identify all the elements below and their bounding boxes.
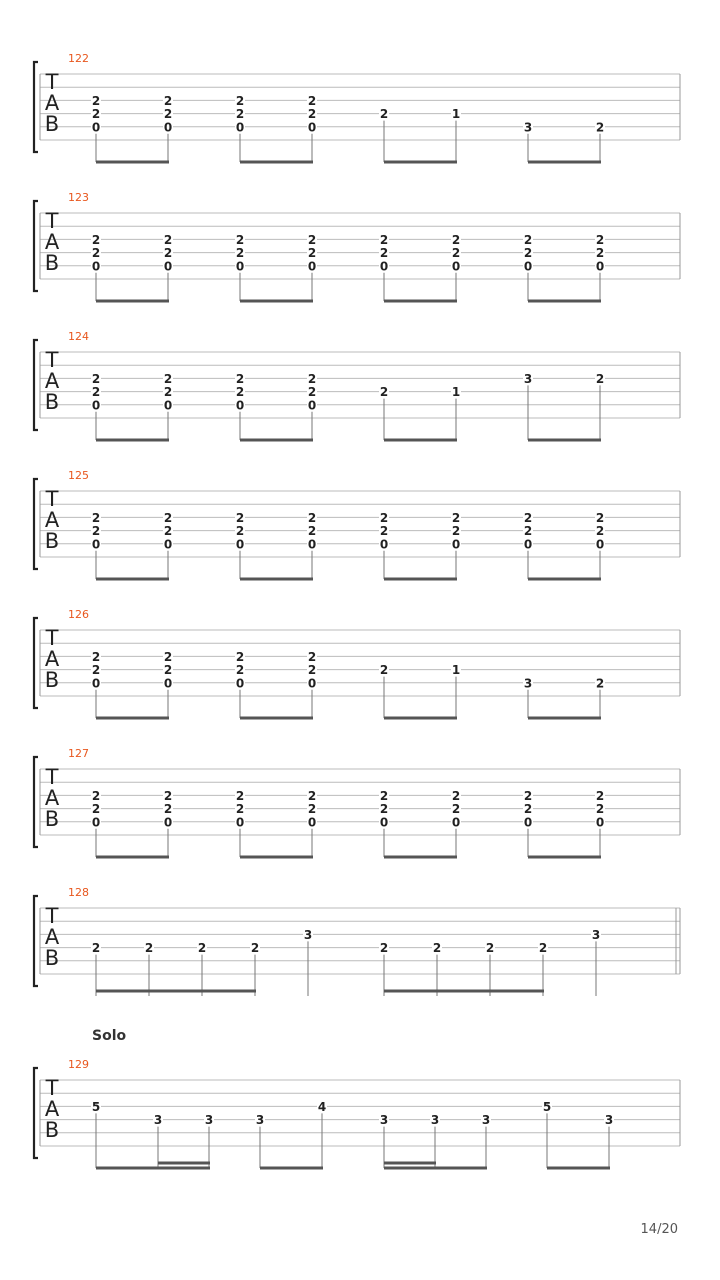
fret-number: 0 bbox=[91, 120, 101, 135]
fret-number: 0 bbox=[451, 537, 461, 552]
beam bbox=[96, 717, 169, 720]
fret-number: 2 bbox=[163, 371, 173, 386]
fret-number: 3 bbox=[303, 927, 313, 942]
beam bbox=[528, 856, 601, 859]
fret-number: 2 bbox=[307, 107, 317, 122]
fret-number: 2 bbox=[523, 524, 533, 539]
fret-number: 2 bbox=[91, 649, 101, 664]
fret-number: 2 bbox=[144, 941, 154, 956]
tab-clef-letter: B bbox=[44, 112, 60, 136]
beam bbox=[528, 578, 601, 581]
fret-number: 2 bbox=[451, 246, 461, 261]
fret-number: 2 bbox=[91, 524, 101, 539]
fret-number: 2 bbox=[307, 802, 317, 817]
fret-number: 2 bbox=[523, 788, 533, 803]
tab-clef-letter: T bbox=[45, 626, 59, 650]
fret-number: 0 bbox=[91, 537, 101, 552]
system-bracket bbox=[34, 201, 38, 291]
beam bbox=[384, 439, 457, 442]
fret-number: 0 bbox=[163, 676, 173, 691]
system-bracket bbox=[34, 1068, 38, 1158]
beam bbox=[528, 439, 601, 442]
tab-clef-letter: T bbox=[45, 487, 59, 511]
fret-number: 2 bbox=[595, 802, 605, 817]
beam bbox=[96, 161, 169, 164]
fret-number: 0 bbox=[451, 259, 461, 274]
system-bracket bbox=[34, 618, 38, 708]
fret-number: 2 bbox=[91, 232, 101, 247]
fret-number: 4 bbox=[317, 1099, 327, 1114]
fret-number: 2 bbox=[163, 107, 173, 122]
system-bracket bbox=[34, 757, 38, 847]
fret-number: 2 bbox=[163, 385, 173, 400]
fret-number: 2 bbox=[307, 649, 317, 664]
fret-number: 0 bbox=[379, 537, 389, 552]
fret-number: 2 bbox=[307, 524, 317, 539]
tab-system bbox=[34, 469, 680, 581]
tab-clef-letter: A bbox=[44, 1097, 60, 1121]
fret-number: 0 bbox=[307, 537, 317, 552]
fret-number: 2 bbox=[163, 232, 173, 247]
fret-number: 2 bbox=[379, 510, 389, 525]
fret-number: 0 bbox=[163, 398, 173, 413]
tab-clef-letter: B bbox=[44, 807, 60, 831]
fret-number: 2 bbox=[163, 524, 173, 539]
fret-number: 0 bbox=[91, 398, 101, 413]
system-bracket bbox=[34, 340, 38, 430]
fret-number: 0 bbox=[307, 398, 317, 413]
fret-number: 0 bbox=[523, 259, 533, 274]
fret-number: 2 bbox=[235, 107, 245, 122]
fret-number: 2 bbox=[163, 788, 173, 803]
fret-number: 2 bbox=[307, 663, 317, 678]
measure-number: 128 bbox=[68, 886, 89, 899]
fret-number: 2 bbox=[163, 510, 173, 525]
fret-number: 2 bbox=[595, 232, 605, 247]
tab-system bbox=[34, 330, 680, 442]
fret-number: 0 bbox=[235, 120, 245, 135]
beam bbox=[384, 161, 457, 164]
tab-clef-letter: T bbox=[45, 904, 59, 928]
measure-number: 127 bbox=[68, 747, 89, 760]
fret-number: 2 bbox=[163, 246, 173, 261]
tab-system bbox=[34, 886, 680, 996]
fret-number: 0 bbox=[163, 120, 173, 135]
fret-number: 0 bbox=[595, 259, 605, 274]
fret-number: 2 bbox=[451, 232, 461, 247]
beam bbox=[96, 990, 256, 993]
fret-number: 1 bbox=[451, 107, 461, 122]
beam bbox=[384, 1162, 436, 1165]
tab-clef-letter: B bbox=[44, 529, 60, 553]
measure-number: 126 bbox=[68, 608, 89, 621]
fret-number: 2 bbox=[235, 788, 245, 803]
fret-number: 2 bbox=[91, 510, 101, 525]
beam bbox=[96, 300, 169, 303]
fret-number: 2 bbox=[197, 941, 207, 956]
fret-number: 2 bbox=[235, 93, 245, 108]
fret-number: 0 bbox=[235, 398, 245, 413]
beam bbox=[96, 856, 169, 859]
fret-number: 0 bbox=[595, 815, 605, 830]
fret-number: 2 bbox=[595, 788, 605, 803]
fret-number: 0 bbox=[379, 259, 389, 274]
fret-number: 3 bbox=[255, 1113, 265, 1128]
beam bbox=[528, 161, 601, 164]
fret-number: 2 bbox=[379, 385, 389, 400]
fret-number: 2 bbox=[163, 802, 173, 817]
beam bbox=[96, 578, 169, 581]
beam bbox=[384, 1167, 487, 1170]
fret-number: 2 bbox=[379, 941, 389, 956]
beam bbox=[528, 300, 601, 303]
tab-system bbox=[34, 52, 680, 164]
tab-clef-letter: B bbox=[44, 1118, 60, 1142]
fret-number: 2 bbox=[485, 941, 495, 956]
system-bracket bbox=[34, 479, 38, 569]
fret-number: 3 bbox=[379, 1113, 389, 1128]
tab-clef-letter: T bbox=[45, 348, 59, 372]
fret-number: 2 bbox=[91, 802, 101, 817]
fret-number: 2 bbox=[307, 788, 317, 803]
fret-number: 2 bbox=[235, 246, 245, 261]
fret-number: 0 bbox=[307, 259, 317, 274]
fret-number: 0 bbox=[379, 815, 389, 830]
tab-system bbox=[34, 608, 680, 720]
fret-number: 0 bbox=[307, 815, 317, 830]
tab-clef-letter: B bbox=[44, 251, 60, 275]
fret-number: 5 bbox=[91, 1099, 101, 1114]
fret-number: 2 bbox=[163, 663, 173, 678]
fret-number: 0 bbox=[235, 537, 245, 552]
fret-number: 2 bbox=[235, 663, 245, 678]
tab-clef-letter: B bbox=[44, 668, 60, 692]
fret-number: 2 bbox=[91, 663, 101, 678]
fret-number: 3 bbox=[523, 120, 533, 135]
fret-number: 2 bbox=[235, 232, 245, 247]
beam bbox=[240, 161, 313, 164]
beam bbox=[240, 300, 313, 303]
tab-clef-letter: A bbox=[44, 647, 60, 671]
fret-number: 2 bbox=[91, 941, 101, 956]
fret-number: 0 bbox=[235, 676, 245, 691]
tab-clef-letter: B bbox=[44, 946, 60, 970]
beam bbox=[158, 1162, 210, 1165]
beam bbox=[528, 717, 601, 720]
fret-number: 3 bbox=[523, 371, 533, 386]
fret-number: 5 bbox=[542, 1099, 552, 1114]
fret-number: 2 bbox=[523, 232, 533, 247]
beam bbox=[240, 439, 313, 442]
fret-number: 0 bbox=[235, 259, 245, 274]
measure-number: 122 bbox=[68, 52, 89, 65]
fret-number: 2 bbox=[451, 802, 461, 817]
fret-number: 2 bbox=[91, 246, 101, 261]
fret-number: 2 bbox=[523, 246, 533, 261]
fret-number: 0 bbox=[307, 120, 317, 135]
fret-number: 0 bbox=[91, 815, 101, 830]
fret-number: 3 bbox=[153, 1113, 163, 1128]
tab-clef-letter: A bbox=[44, 508, 60, 532]
beam bbox=[240, 856, 313, 859]
fret-number: 2 bbox=[235, 371, 245, 386]
fret-number: 3 bbox=[481, 1113, 491, 1128]
measure-number: 129 bbox=[68, 1058, 89, 1071]
fret-number: 2 bbox=[523, 510, 533, 525]
fret-number: 2 bbox=[379, 107, 389, 122]
fret-number: 0 bbox=[235, 815, 245, 830]
fret-number: 2 bbox=[379, 232, 389, 247]
fret-number: 2 bbox=[235, 510, 245, 525]
fret-number: 2 bbox=[163, 649, 173, 664]
fret-number: 0 bbox=[91, 259, 101, 274]
section-label: Solo bbox=[92, 1028, 127, 1044]
fret-number: 2 bbox=[379, 788, 389, 803]
fret-number: 2 bbox=[595, 524, 605, 539]
fret-number: 2 bbox=[432, 941, 442, 956]
fret-number: 2 bbox=[163, 93, 173, 108]
fret-number: 0 bbox=[163, 815, 173, 830]
fret-number: 0 bbox=[163, 537, 173, 552]
fret-number: 2 bbox=[595, 371, 605, 386]
fret-number: 2 bbox=[307, 385, 317, 400]
tab-clef-letter: A bbox=[44, 369, 60, 393]
fret-number: 0 bbox=[523, 537, 533, 552]
tab-clef-letter: A bbox=[44, 925, 60, 949]
beam bbox=[384, 856, 457, 859]
fret-number: 3 bbox=[523, 676, 533, 691]
tab-clef-letter: A bbox=[44, 91, 60, 115]
tab-system bbox=[34, 191, 680, 303]
fret-number: 2 bbox=[451, 524, 461, 539]
tab-clef-letter: A bbox=[44, 786, 60, 810]
fret-number: 2 bbox=[307, 93, 317, 108]
fret-number: 2 bbox=[379, 802, 389, 817]
fret-number: 2 bbox=[523, 802, 533, 817]
fret-number: 2 bbox=[538, 941, 548, 956]
fret-number: 2 bbox=[595, 676, 605, 691]
fret-number: 2 bbox=[91, 385, 101, 400]
beam bbox=[96, 439, 169, 442]
tab-clef-letter: A bbox=[44, 230, 60, 254]
page-number: 14/20 bbox=[640, 1222, 678, 1237]
tab-clef-letter: T bbox=[45, 209, 59, 233]
fret-number: 3 bbox=[591, 927, 601, 942]
fret-number: 2 bbox=[91, 788, 101, 803]
fret-number: 3 bbox=[204, 1113, 214, 1128]
tab-system bbox=[34, 747, 680, 859]
fret-number: 0 bbox=[451, 815, 461, 830]
fret-number: 2 bbox=[307, 246, 317, 261]
fret-number: 2 bbox=[307, 232, 317, 247]
beam bbox=[547, 1167, 610, 1170]
fret-number: 2 bbox=[451, 788, 461, 803]
fret-number: 2 bbox=[235, 524, 245, 539]
fret-number: 2 bbox=[451, 510, 461, 525]
system-bracket bbox=[34, 896, 38, 986]
tab-clef-letter: B bbox=[44, 390, 60, 414]
fret-number: 2 bbox=[307, 371, 317, 386]
fret-number: 3 bbox=[430, 1113, 440, 1128]
fret-number: 2 bbox=[595, 246, 605, 261]
fret-number: 1 bbox=[451, 385, 461, 400]
beam bbox=[260, 1167, 323, 1170]
fret-number: 2 bbox=[91, 371, 101, 386]
beam bbox=[240, 578, 313, 581]
fret-number: 0 bbox=[307, 676, 317, 691]
beam bbox=[384, 578, 457, 581]
fret-number: 2 bbox=[91, 107, 101, 122]
beam bbox=[384, 990, 544, 993]
measure-number: 124 bbox=[68, 330, 89, 343]
fret-number: 1 bbox=[451, 663, 461, 678]
tab-clef-letter: T bbox=[45, 1076, 59, 1100]
fret-number: 2 bbox=[379, 524, 389, 539]
tab-clef-letter: T bbox=[45, 70, 59, 94]
tab-system bbox=[34, 1028, 680, 1170]
measure-number: 125 bbox=[68, 469, 89, 482]
fret-number: 2 bbox=[595, 120, 605, 135]
fret-number: 0 bbox=[163, 259, 173, 274]
fret-number: 2 bbox=[250, 941, 260, 956]
fret-number: 2 bbox=[307, 510, 317, 525]
fret-number: 2 bbox=[379, 663, 389, 678]
beam bbox=[384, 717, 457, 720]
measure-number: 123 bbox=[68, 191, 89, 204]
beam bbox=[96, 1167, 210, 1170]
fret-number: 2 bbox=[379, 246, 389, 261]
fret-number: 2 bbox=[595, 510, 605, 525]
fret-number: 0 bbox=[91, 676, 101, 691]
tab-clef-letter: T bbox=[45, 765, 59, 789]
beam bbox=[240, 717, 313, 720]
fret-number: 2 bbox=[91, 93, 101, 108]
fret-number: 0 bbox=[595, 537, 605, 552]
fret-number: 0 bbox=[523, 815, 533, 830]
fret-number: 2 bbox=[235, 649, 245, 664]
system-bracket bbox=[34, 62, 38, 152]
fret-number: 3 bbox=[604, 1113, 614, 1128]
fret-number: 2 bbox=[235, 385, 245, 400]
fret-number: 2 bbox=[235, 802, 245, 817]
beam bbox=[384, 300, 457, 303]
